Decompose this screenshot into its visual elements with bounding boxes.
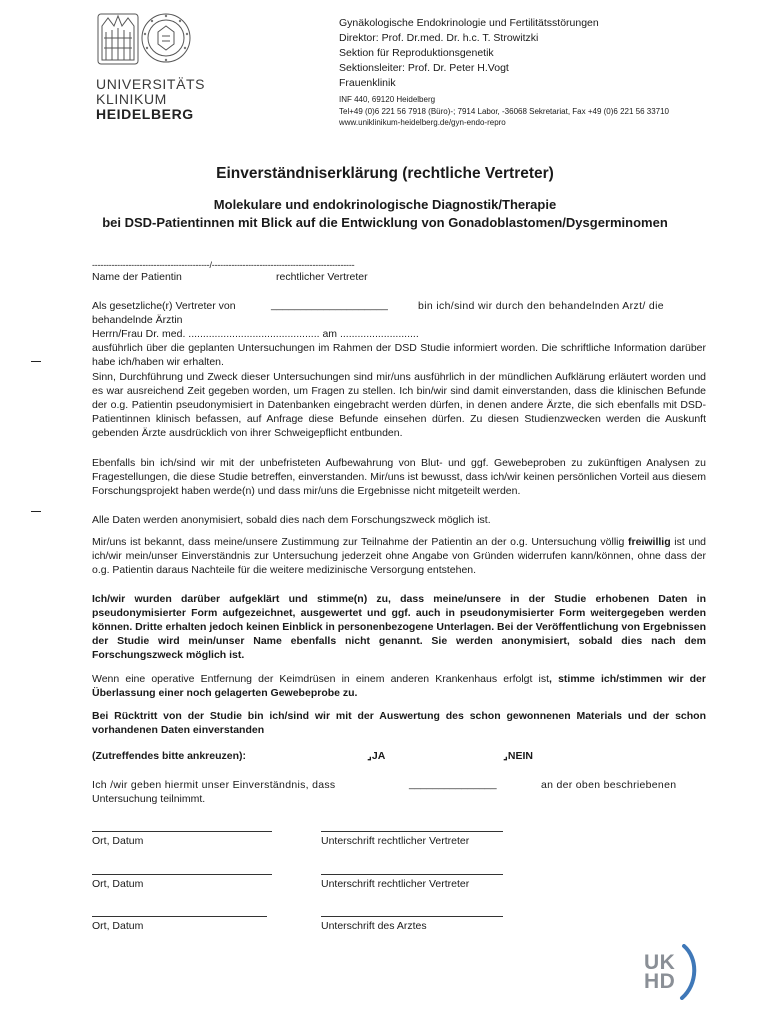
header-line-3: Sektion für Reproduktionsgenetik — [339, 47, 494, 59]
paragraph-samples: Ebenfalls bin ich/sind wir mit der unbefristeten Aufbewahrung von Blut- und ggf. Gewebeproben zu zukünftigen Analysen zu Fragestellungen, die diese Studie betreffen, einverstanden. Mir/uns ist bewusst, dass ich/wir keinen persönlichen Vorteil aus diesem Forschungsprojekt haben werde(n) und dass mir/uns die Ergebnisse nicht mitgeteilt werden. — [92, 457, 706, 497]
ankreuzen-label: (Zutreffendes bitte ankreuzen): — [92, 750, 247, 762]
label-patient-name: Name der Patientin — [92, 271, 182, 283]
einverstaendnis-text-line2: Untersuchung teilnimmt. — [92, 793, 206, 805]
header-line-5: Frauenklinik — [339, 77, 396, 89]
margin-mark — [31, 361, 41, 362]
freiwillig-post: ist und ich/wir mein/unser Einverständnis zur Untersuchung jederzeit ohne Angabe von Gründen widerrufen kann/können, ohne dass der o.g. Patientin daraus Nachteile für die weitere medizinische Versorgung entstehen. — [92, 536, 706, 576]
ort-datum-line[interactable] — [92, 874, 272, 875]
signature-line[interactable] — [321, 916, 503, 917]
label-vertreter: rechtlicher Vertreter — [276, 271, 368, 283]
ort-datum-line[interactable] — [92, 831, 272, 832]
keimdruesen-bold: , stimme ich/stimmen wir der Überlassung einer noch gelagerten Gewebeprobe zu. — [92, 673, 706, 699]
signature-line[interactable] — [321, 831, 503, 832]
logo-line-2: KLINIKUM — [96, 91, 167, 107]
nein-checkbox[interactable]: ⌟ — [503, 750, 508, 762]
paragraph-keimdruesen — [92, 672, 706, 700]
paragraph-purpose: Sinn, Durchführung und Zweck dieser Untersuchungen sind mir/uns ausführlich in der mündlichen Aufklärung erläutert worden und es war ausreichend Zeit gegeben worden, um Fragen zu stellen. Ich bin/wir sind damit einverstanden, dass die klinischen Befunde der o.g. Patientin pseudonymisiert in Datenbanken eingebracht werden dürfen, in denen andere Ärzte, die sich ebenfalls mit DSD-Patientinnen klinisch befassen, auf Anfrage diese Befunde einsehen dürfen. Zu diesen Studienzwecken werden die Auskunft gebenden Ärzte ausdrücklich von ihrer Schweigepflicht entbunden. — [92, 371, 706, 439]
sig-label-ort-3: Ort, Datum — [92, 920, 144, 932]
nein-option[interactable] — [503, 749, 533, 763]
keimdruesen-pre: Wenn eine operative Entfernung der Keimdrüsen in einem anderen Krankenhaus erfolgt ist — [92, 673, 550, 685]
sig-label-arzt: Unterschrift des Arztes — [321, 920, 427, 932]
signature-line[interactable] — [321, 874, 503, 875]
header-address: INF 440, 69120 Heidelberg — [339, 95, 436, 104]
ja-label: JA — [371, 750, 386, 762]
logo-line-1: UNIVERSITÄTS — [96, 76, 206, 92]
header-phone: Tel+49 (0)6 221 56 7918 (Büro)-; 7914 Labor, -36068 Sekretariat, Fax +49 (0)6 221 56 33710 — [339, 107, 669, 116]
patient-name-field[interactable]: _______________ — [409, 778, 497, 790]
freiwillig-bold: freiwillig — [628, 536, 671, 548]
ukhd-bottom: HD — [644, 970, 676, 993]
vertreter-text-line2: behandelnde Ärztin — [92, 314, 183, 326]
page-title: Einverständniserklärung (rechtliche Vertreter) — [216, 165, 554, 182]
university-seal-icon — [92, 8, 196, 70]
paragraph-anonymized: Alle Daten werden anonymisiert, sobald dies nach dem Forschungszweck möglich ist. — [92, 514, 491, 526]
ukhd-logo — [640, 944, 702, 1000]
name-dashes: ------------------------------------------/--------------------------------------------------- — [92, 260, 355, 270]
header-line-1: Gynäkologische Endokrinologie und Fertilitätsstörungen — [339, 17, 599, 29]
header-line-2: Direktor: Prof. Dr.med. Dr. h.c. T. Strowitzki — [339, 32, 539, 44]
header-line-4: Sektionsleiter: Prof. Dr. Peter H.Vogt — [339, 62, 509, 74]
ort-datum-line[interactable] — [92, 916, 267, 917]
paragraph-freiwillig — [92, 535, 706, 577]
freiwillig-pre: Mir/uns ist bekannt, dass meine/unsere Zustimmung zur Teilnahme der Patientin an der o.g. Untersuchung völlig — [92, 536, 629, 548]
vertreter-text-right: bin ich/sind wir durch den behandelnden Arzt/ die — [418, 300, 664, 312]
sig-label-ort-1: Ort, Datum — [92, 835, 144, 847]
ja-option[interactable] — [367, 749, 385, 763]
university-logo — [92, 8, 206, 122]
paragraph-aufgeklaert: Ich/wir wurden darüber aufgeklärt und stimme(n) zu, dass meine/unsere in der Studie erhobenen Daten in pseudonymisierter Form aufgezeichnet, ausgewertet und ggf. auch in pseudonymisierter Form weitergegeben werden können. Dritte erhalten jedoch keinen Einblick in personenbezogene Unterlagen. Bei der Veröffentlichung von Ergebnissen der Studie wird mein/unser Name ebenfalls nicht genannt. Sie werden anonymisiert, sobald dies nach dem Forschungszweck möglich ist. — [92, 593, 706, 661]
paragraph-ruecktritt: Bei Rücktritt von der Studie bin ich/sind wir mit der Auswertung des schon gewonnenen Materials und der schon vorhandenen Daten einverstanden — [92, 710, 706, 736]
sig-label-vertreter-1: Unterschrift rechtlicher Vertreter — [321, 835, 470, 847]
vertreter-name-field[interactable]: ____________________ — [271, 299, 388, 311]
einverstaendnis-text-right: an der oben beschriebenen — [541, 779, 677, 791]
subtitle-line-1: Molekulare und endokrinologische Diagnostik/Therapie — [213, 197, 557, 212]
doctor-line: Herrn/Frau Dr. med. ............................................. am ........................... — [92, 328, 419, 340]
sig-label-ort-2: Ort, Datum — [92, 878, 144, 890]
subtitle-line-2: bei DSD-Patientinnen mit Blick auf die Entwicklung von Gonadoblastomen/Dysgerminomen — [102, 215, 668, 230]
vertreter-text: Als gesetzliche(r) Vertreter von — [92, 300, 236, 312]
nein-label: NEIN — [507, 750, 534, 762]
ukhd-top: UK — [644, 951, 676, 974]
header-web: www.uniklinikum-heidelberg.de/gyn-endo-repro — [339, 118, 506, 127]
sig-label-vertreter-2: Unterschrift rechtlicher Vertreter — [321, 878, 470, 890]
margin-mark — [31, 511, 41, 512]
ja-checkbox[interactable]: ⌟ — [367, 750, 372, 762]
logo-line-3: HEIDELBERG — [96, 106, 194, 122]
einverstaendnis-text: Ich /wir geben hiermit unser Einverständnis, dass — [92, 779, 336, 791]
paragraph-informed: ausführlich über die geplanten Untersuchungen im Rahmen der DSD Studie informiert worden. Die schriftliche Information darüber habe ich/haben wir erhalten. — [92, 342, 706, 368]
